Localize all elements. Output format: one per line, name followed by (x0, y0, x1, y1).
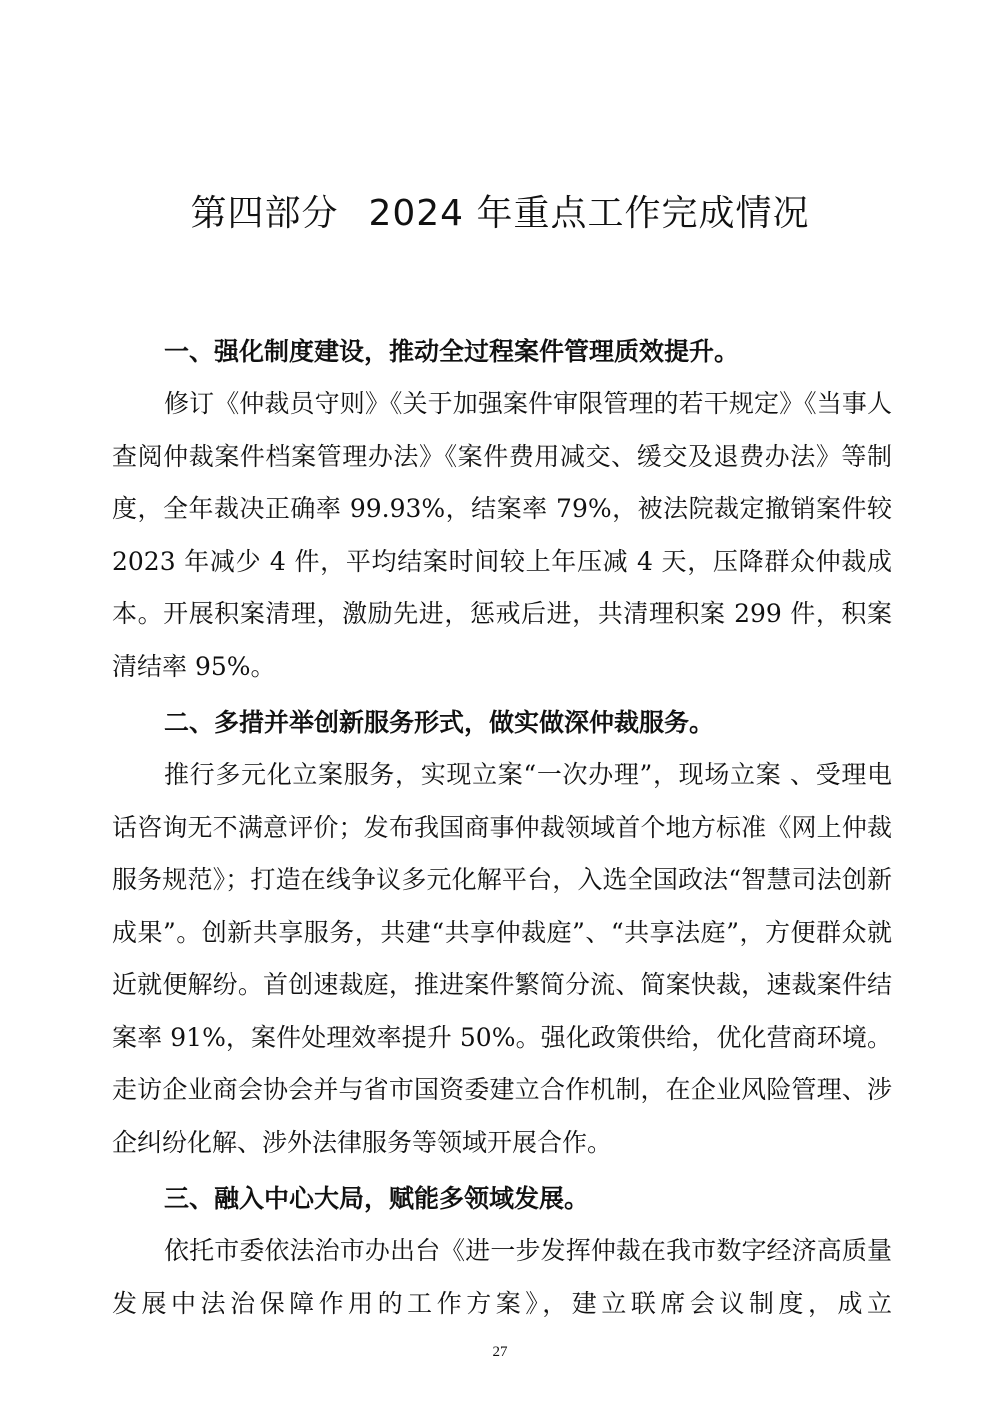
document-body (112, 326, 892, 1330)
section-2-paragraph: 推行多元化立案服务，实现立案“一次办理”，现场立案 、受理电话咨询无不满意评价；发布我国商事仲裁领域首个地方标准《网上仲裁服务规范》；打造在线争议多元化解平台，入选全国政法“智慧司法创新成果”。创新共享服务，共建“共享仲裁庭”、“共享法庭”，方便群众就近就便解纷。首创速裁庭，推进案件繁简分流、简案快裁，速裁案件结案率 91%，案件处理效率提升 50%。强化政策供给，优化营商环境。走访企业商会协会并与省市国资委建立合作机制，在企业风险管理、涉企纠纷化解、涉外法律服务等领域开展合作。 (112, 760, 892, 1157)
title-part: 第四部分 (190, 193, 339, 234)
section-1-paragraph: 修订《仲裁员守则》《关于加强案件审限管理的若干规定》《当事人查阅仲裁案件档案管理办法》《案件费用减交、缓交及退费办法》等制度，全年裁决正确率 99.93%，结案率 79%，被法院裁定撤销案件较 2023 年减少 4 件，平均结案时间较上年压减 4 天，压降群众仲裁成本。开展积案清理，激励先进，惩戒后进，共清理积案 299 件，积案清结率 95%。 (112, 389, 892, 681)
section-1-heading: 一、强化制度建设，推动全过程案件管理质效提升。 (164, 337, 740, 366)
title-text: 2024 年重点工作完成情况 (368, 193, 810, 234)
section-3-paragraph: 依托市委依法治市办出台《进一步发挥仲裁在我市数字经济高质量发展中法治保障作用的工作方案》，建立联席会议制度，成立 (112, 1236, 892, 1318)
section-2-heading: 二、多措并举创新服务形式，做实做深仲裁服务。 (164, 708, 715, 737)
page-number: 27 (492, 1344, 508, 1360)
section-3-heading: 三、融入中心大局，赋能多领域发展。 (164, 1184, 590, 1213)
page-title (0, 188, 1000, 240)
